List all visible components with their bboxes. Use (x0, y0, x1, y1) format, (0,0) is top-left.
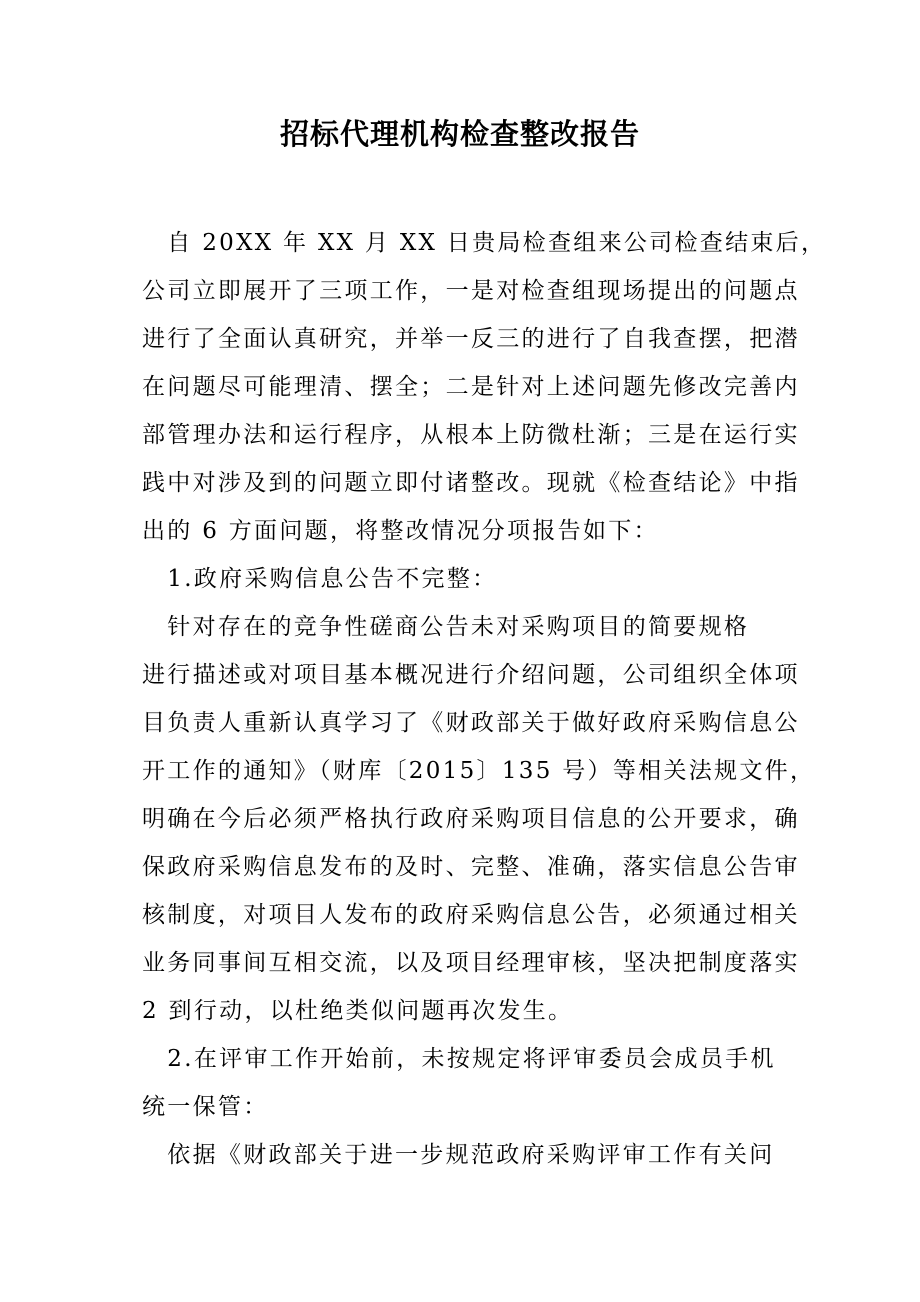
paragraph-line: 在问题尽可能理清、摆全；二是针对上述问题先修改完善内 (142, 374, 800, 400)
paragraph-line: 针对存在的竞争性磋商公告未对采购项目的简要规格 (142, 614, 750, 640)
paragraph-line: 部管理办法和运行程序，从根本上防微杜渐；三是在运行实 (142, 422, 800, 448)
paragraph-line: 2 到行动，以杜绝类似问题再次发生。 (142, 998, 574, 1024)
paragraph-line: 保政府采购信息发布的及时、完整、准确，落实信息公告审 (142, 854, 800, 880)
paragraph-line: 践中对涉及到的问题立即付诸整改。现就《检查结论》中指 (142, 470, 800, 496)
section-heading: 统一保管： (142, 1094, 269, 1120)
paragraph-line: 业务同事间互相交流，以及项目经理审核，坚决把制度落实 (142, 950, 800, 976)
paragraph-line: 进行了全面认真研究，并举一反三的进行了自我查摆，把潜 (142, 326, 800, 352)
document-title: 招标代理机构检查整改报告 (279, 117, 640, 151)
paragraph-line: 进行描述或对项目基本概况进行介绍问题，公司组织全体项 (142, 662, 800, 688)
paragraph-line: 公司立即展开了三项工作，一是对检查组现场提出的问题点 (142, 278, 800, 304)
paragraph-line: 出的 6 方面问题，将整改情况分项报告如下： (142, 518, 659, 544)
paragraph-line: 明确在今后必须严格执行政府采购项目信息的公开要求，确 (142, 806, 800, 832)
paragraph-line: 依据《财政部关于进一步规范政府采购评审工作有关问 (142, 1142, 775, 1168)
section-heading: 2.在评审工作开始前，未按规定将评审委员会成员手机 (142, 1046, 776, 1072)
paragraph-line: 目负责人重新认真学习了《财政部关于做好政府采购信息公 (142, 710, 800, 736)
section-heading: 1.政府采购信息公告不完整： (142, 566, 498, 592)
paragraph-line: 开工作的通知》（财库〔2015〕135 号）等相关法规文件， (142, 758, 816, 784)
paragraph-line: 自 20XX 年 XX 月 XX 日贵局检查组来公司检查结束后， (142, 230, 827, 256)
paragraph-line: 核制度，对项目人发布的政府采购信息公告，必须通过相关 (142, 902, 800, 928)
